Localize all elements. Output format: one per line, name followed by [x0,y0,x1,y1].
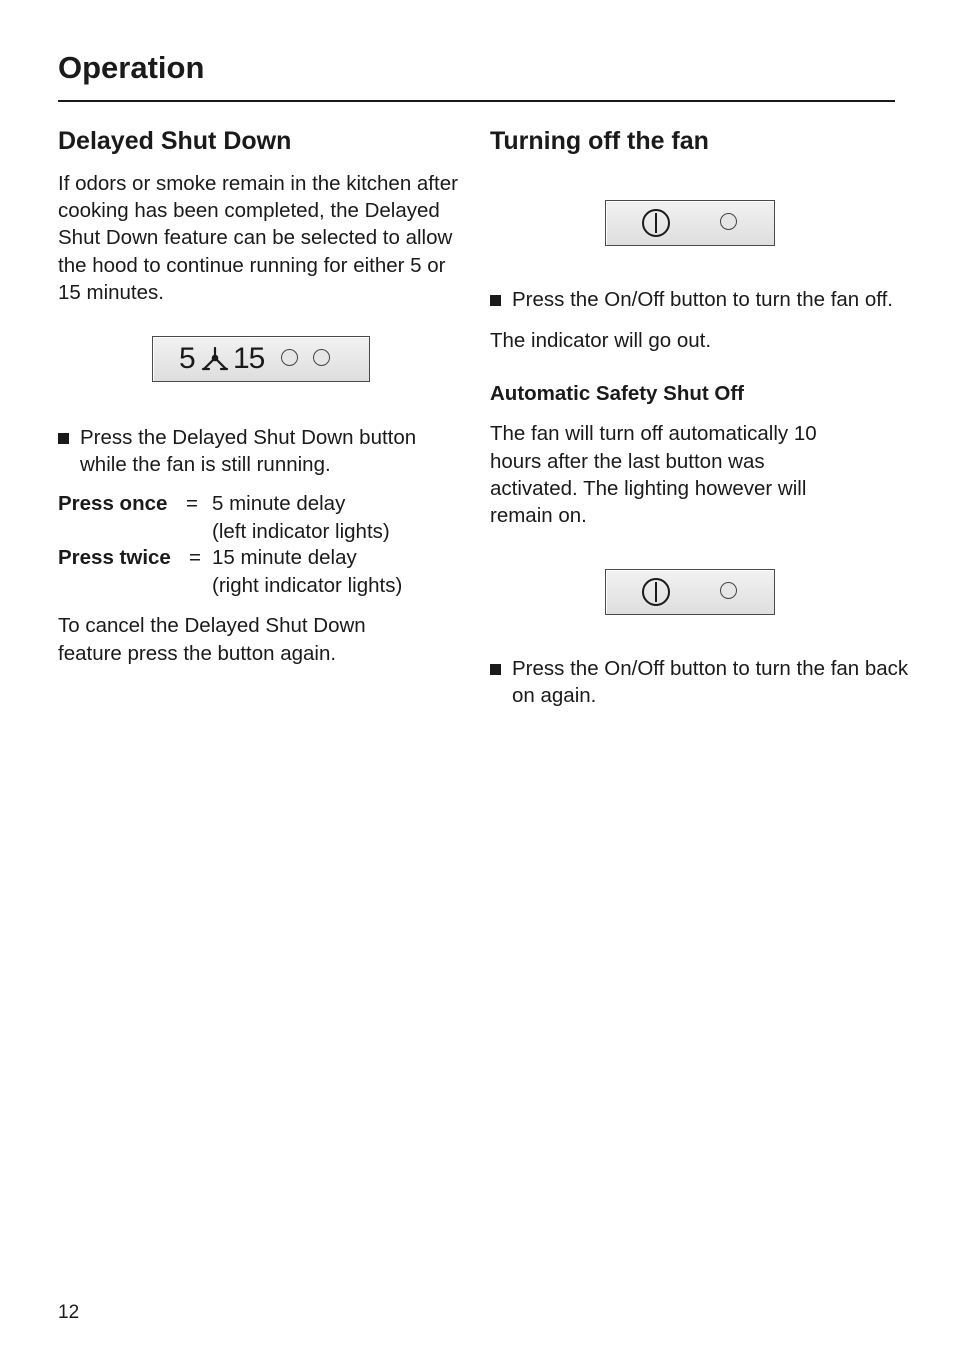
bullet-square-icon [490,664,501,675]
page-title: Operation [58,50,205,85]
safety-text: The fan will turn off automatically 10 hours after the last button was activated. The lighting however will remain on. [490,422,817,528]
bullet-text: Press the On/Off button to turn the fan off. [512,288,894,311]
press-twice-delay: 15 minute delay [212,546,357,570]
fifteen-minute-label: 15 [233,342,265,376]
equals-sign: = [186,492,198,516]
subsection-heading: Automatic Safety Shut Off [490,382,744,406]
instruction-bullet [490,655,912,709]
bullet-text: Press the Delayed Shut Down button while the fan is still running. [80,426,417,477]
press-once-note: (left indicator lights) [212,519,390,543]
cancel-text: To cancel the Delayed Shut Down feature press the button again. [58,614,366,665]
equals-sign: = [189,546,201,570]
indicator-text: The indicator will go out. [490,329,712,353]
press-twice-note: (right indicator lights) [212,573,403,597]
bullet-square-icon [490,295,501,306]
delayed-shut-down-panel [152,336,370,382]
page-number: 12 [58,1302,80,1323]
press-once-delay: 5 minute delay [212,492,346,516]
power-icon [640,577,672,612]
press-once-label: Press once [58,492,168,516]
power-indicator-light [720,582,737,599]
instruction-bullet [490,286,912,313]
section-heading: Delayed Shut Down [58,127,292,155]
press-twice-label: Press twice [58,546,171,570]
bullet-square-icon [58,433,69,444]
section-heading: Turning off the fan [490,127,709,155]
power-indicator-light [720,213,737,230]
on-off-panel [605,200,775,246]
turning-off-section [490,124,909,710]
right-indicator-light [313,349,330,366]
on-off-panel [605,569,775,615]
instruction-bullet [58,424,458,478]
delayed-shut-down-section [58,124,458,667]
power-icon [640,208,672,243]
press-twice-value [212,544,402,598]
five-minute-label: 5 [179,342,195,376]
left-indicator-light [281,349,298,366]
fan-icon [199,345,231,380]
press-twice-row [58,544,458,598]
press-once-value [212,490,390,544]
bullet-text: Press the On/Off button to turn the fan back on again. [512,657,909,708]
press-once-row [58,490,458,544]
title-divider [58,100,895,102]
delayed-intro-text: If odors or smoke remain in the kitchen after cooking has been completed, the Delayed Shut Down feature can be selected to allow the hood to continue running for either 5 or 15 minutes. [58,172,458,304]
